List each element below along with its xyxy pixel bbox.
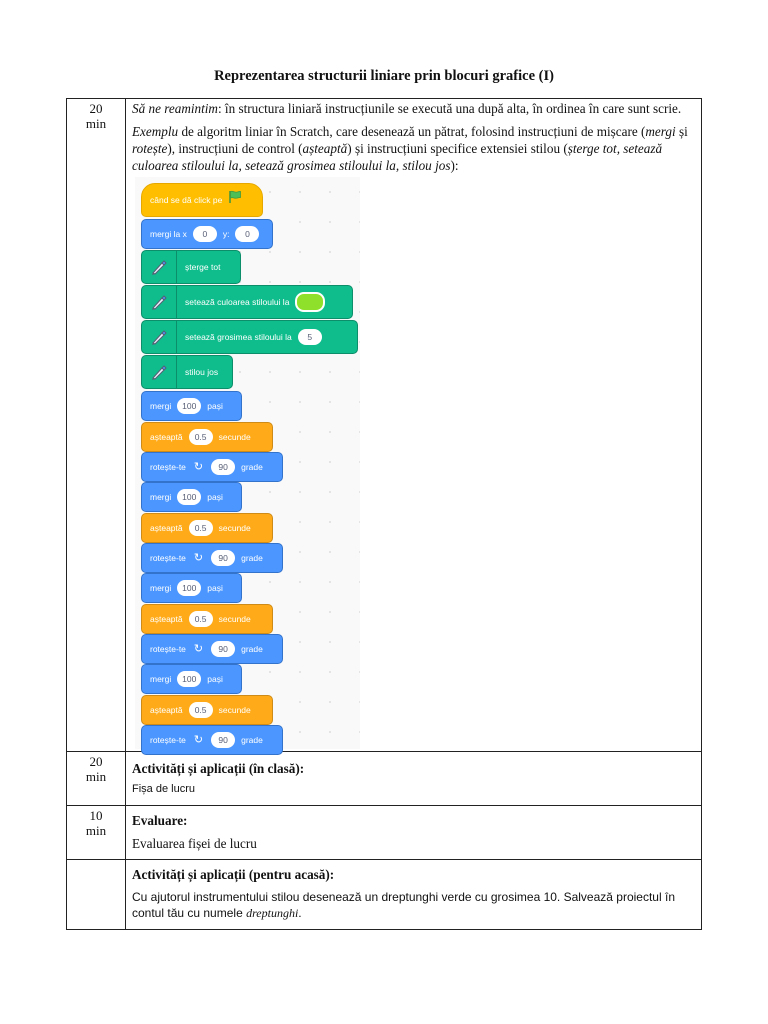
body-text: Cu ajutorul instrumentului stilou desenează un dreptunghi verde cu grosimea 10. Salvează proiectul în contul tău cu numele [132, 890, 675, 920]
degrees-input[interactable]: 90 [211, 641, 235, 657]
example-label: Exemplu [132, 124, 179, 139]
steps-input[interactable]: 100 [177, 398, 201, 414]
recall-label: Să ne reamintim [132, 101, 218, 116]
heading-text: : [329, 867, 335, 882]
turn-block[interactable] [141, 543, 283, 573]
block-label: grade [241, 643, 263, 654]
recall-paragraph [132, 100, 696, 117]
section-body: Evaluarea fișei de lucru [132, 836, 257, 851]
example-term: șterge tot, setează culoarea stiloului la, setează grosimea stiloului la, stilou jos [132, 141, 663, 173]
heading-text: (în clasă) [245, 761, 300, 776]
pen-set-color-block[interactable] [141, 285, 353, 319]
block-label: grade [241, 552, 263, 563]
time-value: 10 [89, 808, 103, 823]
block-label: șterge tot [185, 261, 221, 272]
block-label: setează grosimea stiloului la [185, 331, 292, 342]
y-input[interactable]: 0 [235, 226, 259, 242]
example-text: ) și instrucțiuni specifice extensiei stilou ( [347, 141, 568, 156]
recall-text: : în structura liniară instrucțiunile se execută una după alta, în ordinea în care sunt scrie. [217, 101, 682, 116]
section-heading [132, 760, 696, 777]
block-label: pași [207, 673, 223, 684]
block-label: pași [207, 491, 223, 502]
seconds-input[interactable]: 0.5 [189, 611, 213, 627]
block-label: grade [241, 461, 263, 472]
block-label: rotește-te [150, 461, 186, 472]
degrees-input[interactable]: 90 [211, 550, 235, 566]
time-value: 20 [89, 754, 103, 769]
time-unit: min [85, 769, 107, 784]
block-label: așteaptă [150, 522, 183, 533]
green-flag-icon [228, 190, 242, 210]
block-label: mergi [150, 673, 172, 684]
block-label: y: [222, 228, 230, 239]
table-row [67, 752, 702, 806]
pen-icon [142, 356, 177, 388]
turn-block[interactable] [141, 452, 283, 482]
move-steps-block[interactable] [141, 664, 242, 694]
goto-xy-block[interactable] [141, 219, 273, 249]
content-cell [126, 806, 702, 860]
block-label: secunde [218, 522, 251, 533]
steps-input[interactable]: 100 [177, 489, 201, 505]
time-cell [67, 99, 126, 752]
body-text: . [298, 906, 302, 920]
example-term: așteaptă [302, 141, 348, 156]
turn-block[interactable] [141, 634, 283, 664]
seconds-input[interactable]: 0.5 [189, 520, 213, 536]
section-body [132, 889, 696, 921]
pen-clear-block[interactable] [141, 250, 241, 284]
body-term: dreptunghi [246, 906, 299, 920]
rotate-cw-icon: ↻ [193, 551, 204, 564]
pen-icon [142, 286, 177, 318]
rotate-cw-icon: ↻ [193, 460, 204, 473]
degrees-input[interactable]: 90 [211, 732, 235, 748]
time-cell [67, 860, 126, 930]
degrees-input[interactable]: 90 [211, 459, 235, 475]
example-term: rotește [132, 141, 168, 156]
pen-down-block[interactable] [141, 355, 233, 389]
block-label: pași [207, 582, 223, 593]
block-label: rotește-te [150, 552, 186, 563]
x-input[interactable]: 0 [193, 226, 217, 242]
heading-text: (pentru acasă) [245, 867, 330, 882]
content-cell [126, 752, 702, 806]
block-label: mergi [150, 582, 172, 593]
block-label: secunde [218, 431, 251, 442]
content-cell [126, 99, 702, 752]
block-label: rotește-te [150, 643, 186, 654]
move-steps-block[interactable] [141, 482, 242, 512]
pen-icon [142, 251, 177, 283]
wait-block[interactable] [141, 513, 273, 543]
steps-input[interactable]: 100 [177, 671, 201, 687]
block-label: mergi [150, 491, 172, 502]
section-body: Fișa de lucru [132, 783, 195, 795]
seconds-input[interactable]: 0.5 [189, 429, 213, 445]
block-label: așteaptă [150, 431, 183, 442]
example-text: ): [450, 158, 459, 173]
time-unit: min [85, 116, 107, 131]
block-label: rotește-te [150, 734, 186, 745]
pen-color-swatch[interactable] [295, 292, 325, 312]
time-value: 20 [89, 101, 103, 116]
seconds-input[interactable]: 0.5 [189, 702, 213, 718]
steps-input[interactable]: 100 [177, 580, 201, 596]
move-steps-block[interactable] [141, 573, 242, 603]
block-label: mergi la x [150, 228, 187, 239]
wait-block[interactable] [141, 604, 273, 634]
table-row [67, 99, 702, 752]
block-label: stilou jos [185, 366, 219, 377]
example-text: ), instrucțiuni de control ( [167, 141, 303, 156]
when-flag-clicked-block[interactable] [141, 183, 263, 217]
example-text: de algoritm liniar în Scratch, care desenează un pătrat, folosind instrucțiuni de mișcare ( [178, 124, 646, 139]
pen-icon [142, 321, 177, 353]
rotate-cw-icon: ↻ [193, 642, 204, 655]
time-cell [67, 806, 126, 860]
rotate-cw-icon: ↻ [193, 733, 204, 746]
block-label: așteaptă [150, 704, 183, 715]
heading-text: Activități și aplicații [132, 761, 246, 776]
block-label: mergi [150, 400, 172, 411]
time-unit: min [85, 823, 107, 838]
turn-block[interactable] [141, 725, 283, 755]
table-row [67, 806, 702, 860]
table-row [67, 860, 702, 930]
block-label: când se dă click pe [150, 194, 223, 205]
section-heading [132, 866, 696, 883]
block-label: grade [241, 734, 263, 745]
example-text: și [675, 124, 688, 139]
time-cell [67, 752, 126, 806]
heading-text: : [299, 761, 305, 776]
block-label: secunde [218, 704, 251, 715]
block-label: secunde [218, 613, 251, 624]
block-label: pași [207, 400, 223, 411]
page-title: Reprezentarea structurii liniare prin blocuri grafice (I) [214, 68, 554, 84]
content-cell [126, 860, 702, 930]
lesson-table [66, 98, 702, 930]
scratch-canvas [135, 177, 360, 749]
block-label: așteaptă [150, 613, 183, 624]
block-label: setează culoarea stiloului la [185, 296, 290, 307]
wait-block[interactable] [141, 695, 273, 725]
heading-text: Activități și aplicații [132, 867, 246, 882]
example-term: mergi [645, 124, 676, 139]
example-paragraph [132, 123, 696, 174]
pen-size-input[interactable]: 5 [298, 329, 322, 345]
pen-set-size-block[interactable] [141, 320, 358, 354]
wait-block[interactable] [141, 422, 273, 452]
move-steps-block[interactable] [141, 391, 242, 421]
section-heading: Evaluare: [132, 813, 188, 828]
